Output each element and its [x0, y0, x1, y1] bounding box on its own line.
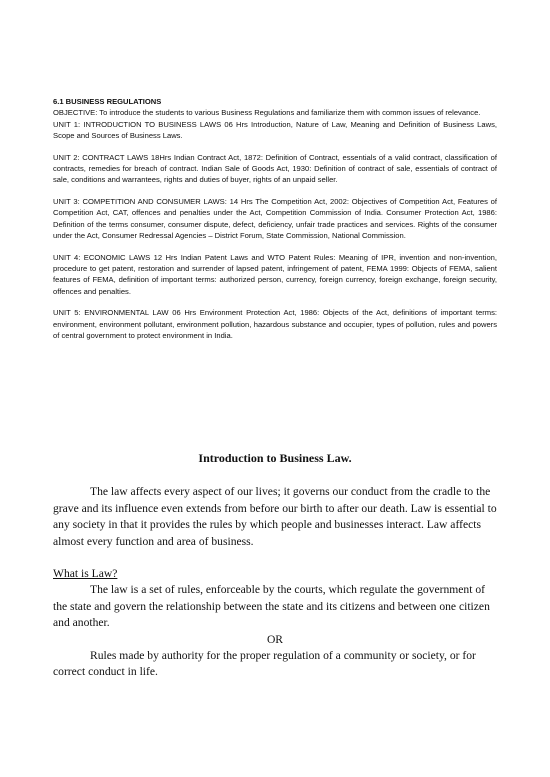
- what-is-law-heading: What is Law?: [53, 567, 118, 581]
- law-alternate-definition: Rules made by authority for the proper regulation of a community or society, or for correct conduct in life.: [53, 649, 476, 679]
- syllabus-objective: OBJECTIVE: To introduce the students to various Business Regulations and familiarize them with common issues of relevance.: [53, 108, 481, 118]
- syllabus-section: [53, 96, 497, 341]
- syllabus-heading: 6.1 BUSINESS REGULATIONS: [53, 97, 162, 106]
- unit-4: UNIT 4: ECONOMIC LAWS 12 Hrs Indian Patent Laws and WTO Patent Rules: Meaning of IPR, invention and non-invention, procedure to get patent, restoration and surrender of lapsed patent, infringement of patent, FEMA 1999: Objects of FEMA, salient features of FEMA, definition of important terms: authorized person, currency, foreign currency, foreign exchange, foreign security, offences and penalties.: [53, 252, 497, 296]
- unit-3: UNIT 3: COMPETITION AND CONSUMER LAWS: 14 Hrs The Competition Act, 2002: Objectives of Competition Act, Features of Competition Act, CAT, offences and penalties under the Act, Competition Commission of India. Consumer Protection Act, 1986: Definition of the terms consumer, consumer dispute, defect, deficiency, unfair trade practices and services. Rights of the consumer under the Act, Consumer Redressal Agencies – District Forum, State Commission, National Commission.: [53, 197, 497, 240]
- or-separator: OR: [266, 632, 284, 646]
- introduction-section: [53, 450, 497, 681]
- unit-1: UNIT 1: INTRODUCTION TO BUSINESS LAWS 06 Hrs Introduction, Nature of Law, Meaning and Definition of Business Laws, Scope and Sources of Business Laws.: [53, 119, 497, 140]
- unit-2: UNIT 2: CONTRACT LAWS 18Hrs Indian Contract Act, 1872: Definition of Contract, essentials of a valid contract, classification of contracts, remedies for breach of contract. Indian Sale of Goods Act, 1930: Definition of contract of sale, essentials of contract of sale, conditions and warrantees, rights and duties of buyer, rights of an unpaid seller.: [53, 152, 497, 185]
- intro-title: Introduction to Business Law.: [198, 451, 352, 465]
- unit-5: UNIT 5: ENVIRONMENTAL LAW 06 Hrs Environment Protection Act, 1986: Objects of the Act, definitions of important terms: environment, environment pollutant, environment pollution, hazardous substance and occupier, types of pollution, rules and powers of central government to protect environment in India.: [53, 308, 497, 341]
- law-definition-paragraph: The law is a set of rules, enforceable by the courts, which regulate the government of the state and govern the relationship between the state and its citizens and between one citizen and another.: [53, 583, 490, 630]
- intro-paragraph: The law affects every aspect of our lives; it governs our conduct from the cradle to the grave and its influence even extends from before our birth to after our death. Law is essential to any society in that it provides the rules by which people and businesses interact. Law affects almost every function and area of business.: [53, 485, 497, 548]
